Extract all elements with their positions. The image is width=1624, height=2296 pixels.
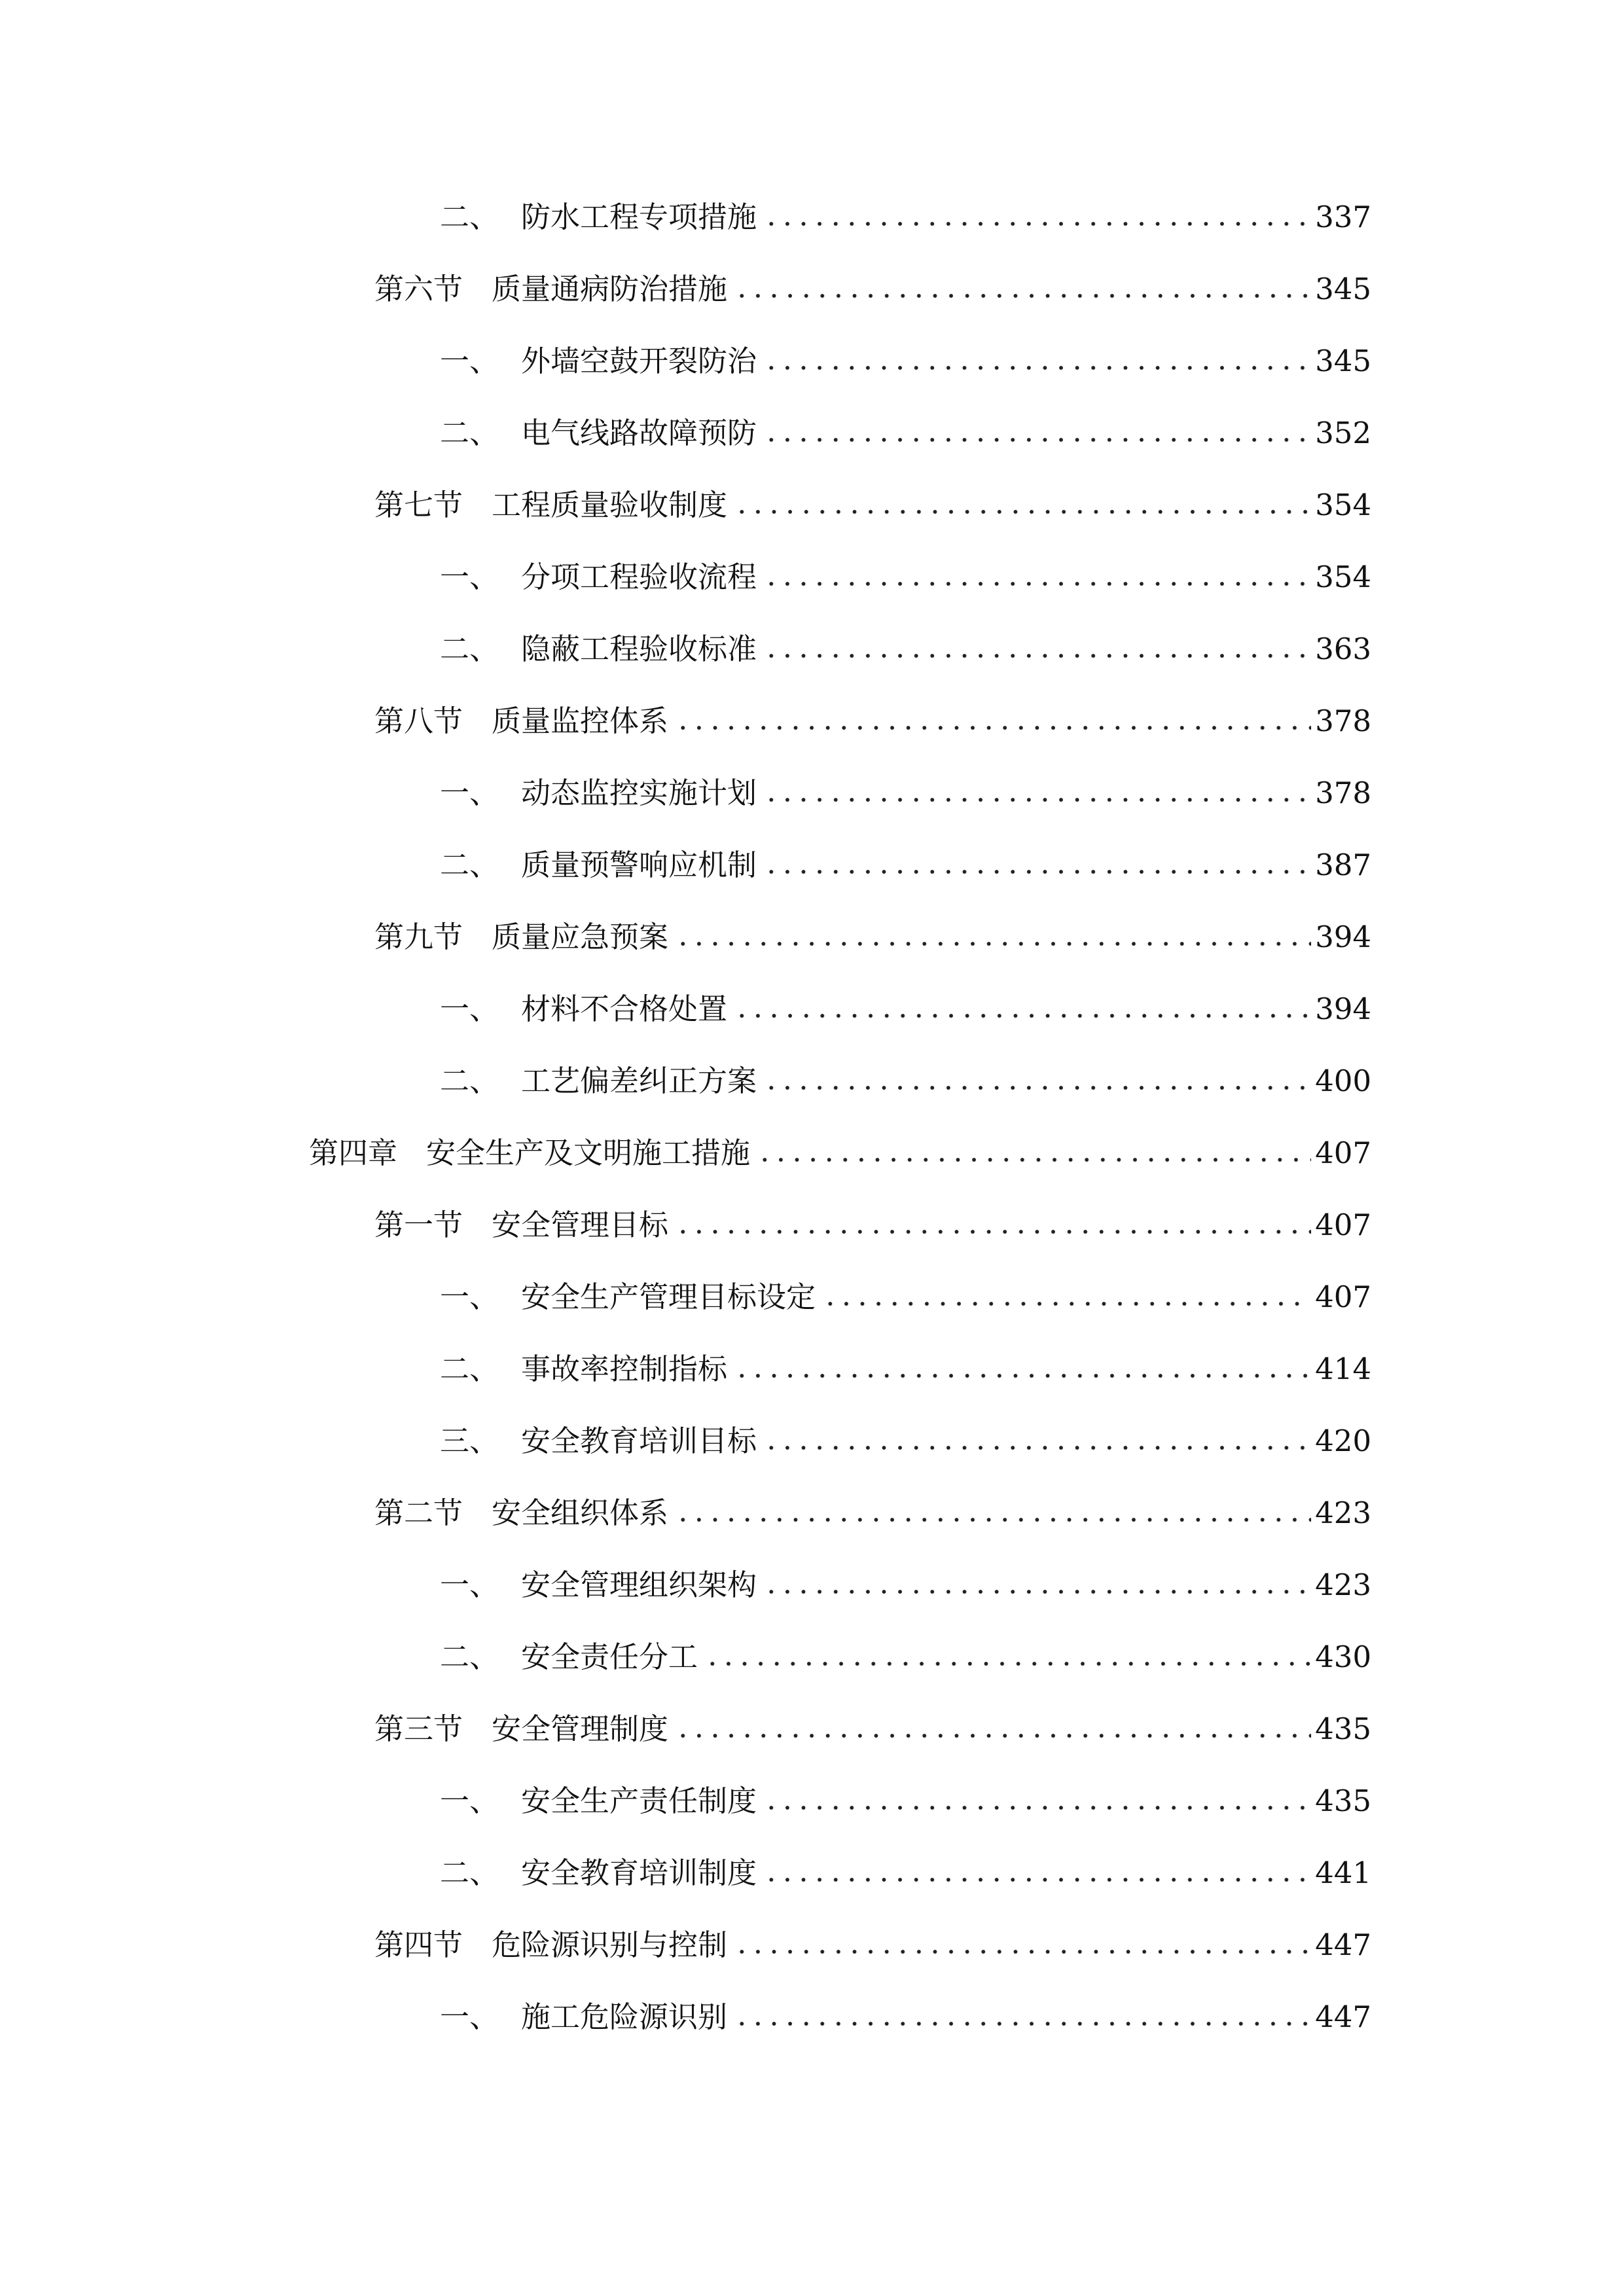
toc-entry-number: 二、 — [440, 1064, 499, 1098]
toc-dot-leader — [763, 1804, 1311, 1812]
toc-entry[interactable] — [374, 1919, 1371, 1971]
toc-dot-leader — [763, 1588, 1311, 1596]
toc-entry-number: 二、 — [440, 416, 499, 450]
toc-entry-number: 二、 — [440, 1352, 499, 1386]
toc-entry-title: 电气线路故障预防 — [521, 416, 757, 450]
toc-entry-page: 387 — [1315, 848, 1371, 882]
toc-entry[interactable] — [440, 191, 1371, 243]
toc-dot-leader — [763, 1876, 1311, 1884]
toc-entry-number: 第八节 — [374, 704, 463, 738]
toc-entry-page: 430 — [1315, 1640, 1371, 1674]
toc-entry-title: 工艺偏差纠正方案 — [521, 1064, 757, 1098]
toc-entry[interactable] — [440, 335, 1371, 387]
toc-dot-leader — [734, 1012, 1311, 1020]
toc-entry-number: 二、 — [440, 200, 499, 234]
toc-entry[interactable] — [374, 1703, 1371, 1755]
toc-entry[interactable] — [374, 1487, 1371, 1539]
toc-entry[interactable] — [440, 1991, 1371, 2043]
toc-entry-number: 第二节 — [374, 1496, 463, 1530]
toc-entry[interactable] — [440, 407, 1371, 459]
toc-entry-page: 435 — [1315, 1784, 1371, 1818]
toc-entry-number: 一、 — [440, 992, 499, 1026]
toc-entry[interactable] — [440, 623, 1371, 675]
toc-entry[interactable] — [440, 1559, 1371, 1611]
toc-entry-title: 安全生产及文明施工措施 — [426, 1136, 751, 1170]
toc-entry-title: 安全生产责任制度 — [521, 1784, 757, 1818]
toc-dot-leader — [822, 1300, 1311, 1308]
toc-dot-leader — [675, 940, 1311, 948]
toc-entry[interactable] — [374, 263, 1371, 315]
toc-entry-page: 420 — [1315, 1424, 1371, 1458]
toc-entry[interactable] — [440, 1415, 1371, 1467]
toc-entry-title: 质量预警响应机制 — [521, 848, 757, 882]
toc-entry-title: 安全管理目标 — [492, 1208, 669, 1242]
toc-entry-number: 一、 — [440, 2000, 499, 2034]
toc-entry-number: 一、 — [440, 560, 499, 594]
toc-entry-title: 安全生产管理目标设定 — [521, 1280, 816, 1314]
toc-entry-page: 378 — [1315, 704, 1371, 738]
toc-entry-page: 407 — [1315, 1280, 1371, 1314]
toc-entry-number: 二、 — [440, 632, 499, 666]
toc-dot-leader — [675, 1732, 1311, 1740]
toc-entry-title: 质量监控体系 — [492, 704, 669, 738]
toc-entry[interactable] — [440, 1775, 1371, 1827]
toc-dot-leader — [763, 796, 1311, 804]
toc-entry-page: 378 — [1315, 776, 1371, 810]
toc-entry-title: 安全管理制度 — [492, 1712, 669, 1746]
toc-entry[interactable] — [440, 1847, 1371, 1899]
toc-dot-leader — [734, 508, 1311, 516]
toc-entry-page: 435 — [1315, 1712, 1371, 1746]
toc-entry-number: 一、 — [440, 344, 499, 378]
toc-entry-number: 第七节 — [374, 488, 463, 522]
toc-entry-title: 动态监控实施计划 — [521, 776, 757, 810]
toc-entry-page: 414 — [1315, 1352, 1371, 1386]
toc-entry-title: 安全管理组织架构 — [521, 1568, 757, 1602]
toc-entry-number: 第九节 — [374, 920, 463, 954]
toc-entry-number: 三、 — [440, 1424, 499, 1458]
toc-entry[interactable] — [440, 551, 1371, 603]
toc-entry-title: 外墙空鼓开裂防治 — [521, 344, 757, 378]
toc-entry-page: 394 — [1315, 920, 1371, 954]
toc-dot-leader — [734, 1372, 1311, 1380]
toc-entry-page: 447 — [1315, 2000, 1371, 2034]
toc-entry-title: 分项工程验收流程 — [521, 560, 757, 594]
toc-entry-number: 第一节 — [374, 1208, 463, 1242]
toc-dot-leader — [763, 436, 1311, 444]
toc-entry[interactable] — [440, 1343, 1371, 1395]
toc-entry-page: 354 — [1315, 560, 1371, 594]
toc-entry-page: 363 — [1315, 632, 1371, 666]
toc-entry-page: 407 — [1315, 1208, 1371, 1242]
toc-entry-number: 第四章 — [309, 1136, 398, 1170]
toc-entry[interactable] — [440, 1631, 1371, 1683]
toc-entry-page: 447 — [1315, 1928, 1371, 1962]
toc-entry-page: 423 — [1315, 1496, 1371, 1530]
toc-entry-number: 二、 — [440, 848, 499, 882]
toc-entry-page: 345 — [1315, 272, 1371, 306]
toc-entry-number: 一、 — [440, 1568, 499, 1602]
toc-dot-leader — [763, 364, 1311, 372]
toc-entry-number: 第三节 — [374, 1712, 463, 1746]
toc-dot-leader — [734, 2020, 1311, 2028]
toc-entry-title: 安全教育培训目标 — [521, 1424, 757, 1458]
toc-entry-title: 安全组织体系 — [492, 1496, 669, 1530]
toc-entry-number: 一、 — [440, 1784, 499, 1818]
toc-entry-page: 441 — [1315, 1856, 1371, 1890]
toc-entry-number: 一、 — [440, 776, 499, 810]
toc-entry[interactable] — [440, 983, 1371, 1035]
toc-entry-page: 400 — [1315, 1064, 1371, 1098]
toc-entry-page: 407 — [1315, 1136, 1371, 1170]
toc-dot-leader — [763, 580, 1311, 588]
toc-entry-title: 安全教育培训制度 — [521, 1856, 757, 1890]
toc-entry-number: 第六节 — [374, 272, 463, 306]
toc-dot-leader — [763, 220, 1311, 228]
toc-entry-chapter[interactable] — [309, 1127, 1371, 1179]
toc-entry[interactable] — [374, 695, 1371, 747]
toc-entry-number: 二、 — [440, 1856, 499, 1890]
toc-entry[interactable] — [440, 767, 1371, 819]
toc-entry-page: 354 — [1315, 488, 1371, 522]
toc-dot-leader — [734, 292, 1311, 300]
toc-dot-leader — [675, 724, 1311, 732]
toc-dot-leader — [675, 1228, 1311, 1236]
toc-entry-page: 352 — [1315, 416, 1371, 450]
toc-entry-title: 施工危险源识别 — [521, 2000, 728, 2034]
toc-dot-leader — [675, 1516, 1311, 1524]
toc-dot-leader — [734, 1948, 1311, 1956]
toc-entry-page: 345 — [1315, 344, 1371, 378]
toc-entry-title: 质量通病防治措施 — [492, 272, 728, 306]
toc-dot-leader — [763, 1444, 1311, 1452]
toc-entry-title: 工程质量验收制度 — [492, 488, 728, 522]
toc-entry[interactable] — [440, 1271, 1371, 1323]
toc-entry-number: 二、 — [440, 1640, 499, 1674]
toc-entry-title: 材料不合格处置 — [521, 992, 728, 1026]
toc-entry-title: 防水工程专项措施 — [521, 200, 757, 234]
toc-entry[interactable] — [374, 911, 1371, 963]
toc-entry-title: 安全责任分工 — [521, 1640, 698, 1674]
toc-dot-leader — [704, 1660, 1311, 1668]
toc-entry-number: 第四节 — [374, 1928, 463, 1962]
toc-entry[interactable] — [374, 1199, 1371, 1251]
toc-entry-title: 事故率控制指标 — [521, 1352, 728, 1386]
toc-entry[interactable] — [440, 839, 1371, 891]
toc-entry-page: 394 — [1315, 992, 1371, 1026]
toc-dot-leader — [763, 652, 1311, 660]
toc-entry[interactable] — [374, 479, 1371, 531]
toc-entry-page: 337 — [1315, 200, 1371, 234]
toc-entry-title: 质量应急预案 — [492, 920, 669, 954]
toc-dot-leader — [763, 868, 1311, 876]
toc-dot-leader — [763, 1084, 1311, 1092]
toc-entry-title: 危险源识别与控制 — [492, 1928, 728, 1962]
toc-entry-number: 一、 — [440, 1280, 499, 1314]
toc-entry[interactable] — [440, 1055, 1371, 1107]
toc-entry-title: 隐蔽工程验收标准 — [521, 632, 757, 666]
toc-dot-leader — [757, 1156, 1311, 1164]
toc-entry-page: 423 — [1315, 1568, 1371, 1602]
